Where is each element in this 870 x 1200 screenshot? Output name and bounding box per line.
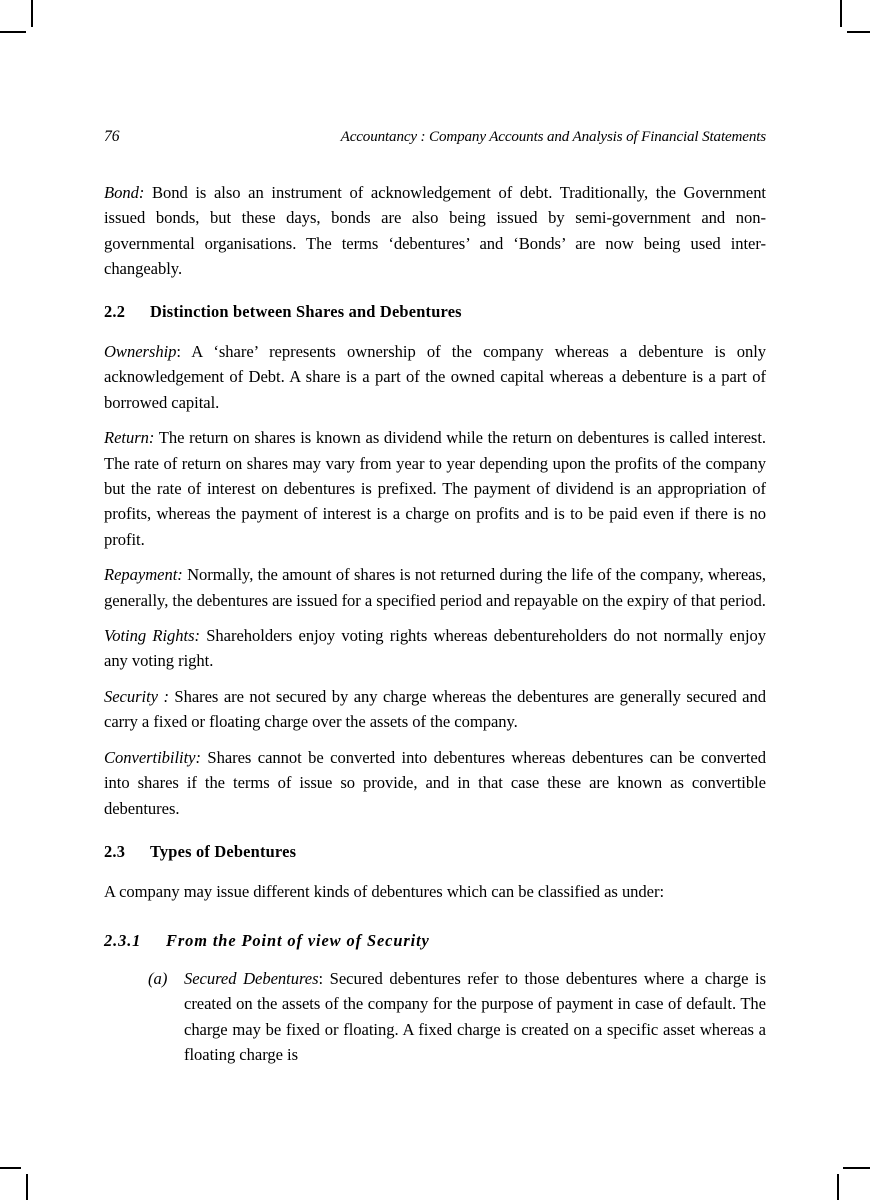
running-head-title: Accountancy : Company Accounts and Analysis of Financial Statements xyxy=(340,129,766,145)
crop-mark-bottom-right-horizontal xyxy=(843,1167,870,1169)
paragraph-bond xyxy=(104,180,766,282)
paragraph-text-convertibility: Shares cannot be converted into debentures whereas debentures can be converted into shares if the terms of issue so provide, and in that case these are known as convertible debentures. xyxy=(104,747,766,818)
term-label-repayment: Repayment: xyxy=(104,565,183,585)
paragraph-text-bond: Bond is also an instrument of acknowledgement of debt. Traditionally, the Government issued bonds, but these days, bonds are also being issued by semi-government and non-governmental organisations. The terms ‘debentures’ and ‘Bonds’ are now being used inter-changeably. xyxy=(104,182,766,278)
section-heading-2-2 xyxy=(104,302,766,322)
crop-mark-bottom-left-horizontal xyxy=(0,1167,21,1169)
paragraph-repayment xyxy=(104,562,766,613)
page-content xyxy=(104,128,766,1067)
paragraph-text-ownership: : A ‘share’ represents ownership of the company whereas a debenture is only acknowledgement of Debt. A share is a part of the owned capital whereas a debenture is a part of borrowed capital. xyxy=(104,342,766,412)
paragraph-text-security: Shares are not secured by any charge whereas the debentures are generally secured and carry a fixed or floating charge over the assets of the company. xyxy=(104,686,766,732)
crop-mark-top-right-vertical xyxy=(840,0,842,27)
paragraph-voting-rights xyxy=(104,623,766,674)
subsection-heading-2-3-1 xyxy=(104,931,766,951)
running-head xyxy=(104,128,766,147)
term-label-convertibility: Convertibility: xyxy=(104,747,201,767)
list-item-marker-a: (a) xyxy=(148,968,168,988)
paragraph-text-voting-rights: Shareholders enjoy voting rights whereas debentureholders do not normally enjoy any voting right. xyxy=(104,626,767,671)
paragraph-return xyxy=(104,425,766,552)
paragraph-text-repayment: Normally, the amount of shares is not returned during the life of the company, whereas, generally, the debentures are issued for a specified period and repayable on the expiry of that period. xyxy=(104,565,766,610)
subsection-number-2-3-1: 2.3.1 xyxy=(104,931,142,951)
section-heading-2-3 xyxy=(104,842,766,862)
paragraph-security xyxy=(104,684,766,735)
list-item-text-a: : Secured debentures refer to those debentures where a charge is created on the assets of the company for the purpose of payment in case of default. The charge may be fixed or floating. A fixed charge is created on a specific asset whereas a floating charge is xyxy=(184,968,766,1064)
page-number: 76 xyxy=(104,128,120,145)
paragraph-types-intro: A company may issue different kinds of debentures which can be classified as under: xyxy=(104,881,665,901)
section-number-2-2: 2.2 xyxy=(104,302,126,322)
term-label-return: Return: xyxy=(104,428,155,448)
term-label-secured-debentures: Secured Debentures xyxy=(184,968,319,988)
paragraph-text-return: The return on shares is known as dividend while the return on debentures is called interest. The rate of return on shares may vary from year to year depending upon the profits of the company but the rate of interest on debentures is prefixed. The payment of dividend is an appropriation of profits, whereas the payment of interest is a charge on profits and is to be paid even if there is no profit. xyxy=(104,428,766,549)
paragraph-ownership xyxy=(104,339,766,415)
section-title-2-2: Distinction between Shares and Debentures xyxy=(150,302,462,322)
crop-mark-top-left-vertical xyxy=(31,0,33,27)
section-title-2-3: Types of Debentures xyxy=(150,841,297,861)
term-label-bond: Bond: xyxy=(104,182,145,202)
subsection-title-2-3-1: From the Point of view of Security xyxy=(166,931,430,951)
list-item xyxy=(104,966,766,1068)
paragraph-convertibility xyxy=(104,745,766,821)
crop-mark-bottom-right-vertical xyxy=(837,1174,839,1200)
term-label-voting-rights: Voting Rights: xyxy=(104,626,200,646)
lettered-list-security-types xyxy=(104,966,766,1068)
crop-mark-bottom-left-vertical xyxy=(26,1174,28,1200)
list-item-body-a xyxy=(184,966,766,1068)
term-label-ownership: Ownership xyxy=(104,342,177,362)
section-number-2-3: 2.3 xyxy=(104,841,126,861)
crop-mark-top-right-horizontal xyxy=(847,31,870,33)
term-label-security: Security : xyxy=(104,686,169,706)
crop-mark-top-left-horizontal xyxy=(0,31,26,33)
